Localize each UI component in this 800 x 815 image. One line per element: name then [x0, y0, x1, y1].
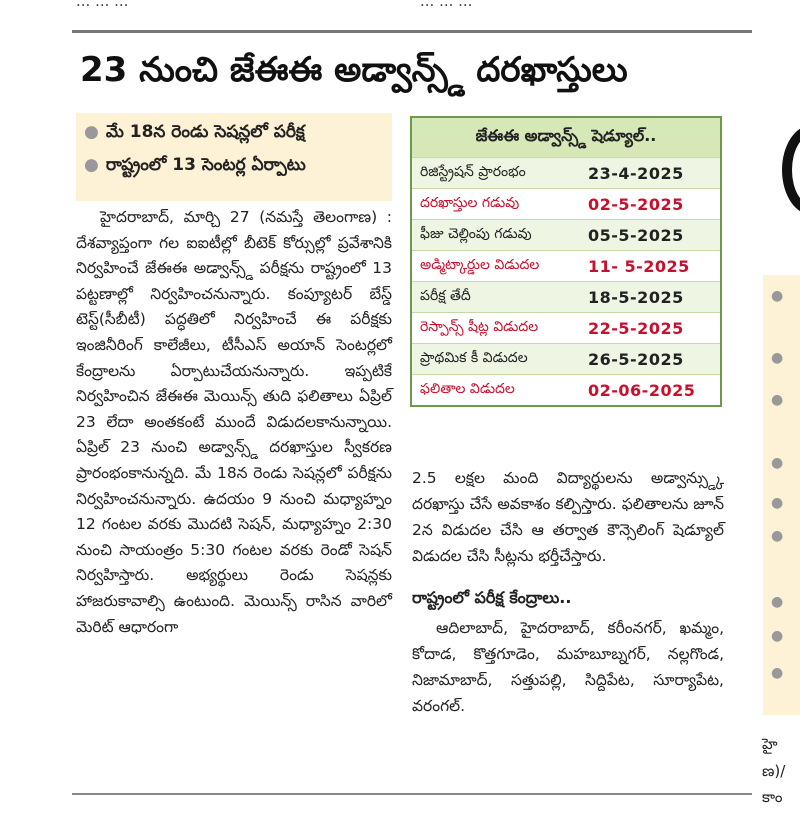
schedule-row — [412, 250, 720, 281]
schedule-label: దరఖాస్తుల గడువు — [420, 194, 520, 211]
adjacent-text-fragment: హై — [762, 735, 778, 753]
article-body-column-2 — [412, 465, 724, 719]
article-headline: 23 నుంచి జేఈఈ అడ్వాన్స్డ్ దరఖాస్తులు — [80, 50, 628, 90]
highlight-item: ● రాష్ట్రంలో 13 సెంటర్ల ఏర్పాటు — [84, 155, 306, 175]
top-rule — [72, 30, 752, 33]
fragment-text: ... ... ... — [420, 0, 473, 10]
bullet-icon: ● — [84, 122, 99, 142]
schedule-label: అడ్మిట్కార్డుల విడుదల — [420, 256, 540, 273]
schedule-date: 02-5-2025 — [588, 194, 684, 214]
schedule-row — [412, 157, 720, 188]
schedule-title: జేఈఈ అడ్వాన్స్డ్ షెడ్యూల్.. — [412, 118, 720, 157]
schedule-date: 22-5-2025 — [588, 318, 684, 338]
bottom-rule — [72, 793, 752, 795]
highlights-box — [76, 113, 392, 201]
bullet-icon: ● — [84, 155, 99, 175]
body-paragraph: హైదరాబాద్, మార్చి 27 (నమస్తే తెలంగాణ) : దేశవ్యాప్తంగా గల ఐఐటీల్లో బీటెక్ కోర్సుల్లో ప్రవేశానికి నిర్వహించే జేఈఈ అడ్వాన్స్డ్ పరీక్షను రాష్ట్రంలో 13 పట్టణాల్లో నిర్వహించనున్నారు. కంప్యూటర్ బేస్డ్ టెస్ట్(సీబీటీ) పద్ధతిలో నిర్వహించే ఈ పరీక్షకు ఇంజినీరింగ్ కాలేజీలు, టీసీఎస్ అయాన్ సెంటర్లలో కేంద్రాలను ఏర్పాటుచేయనున్నారు. ఇప్పటికే నిర్వహించిన జేఈఈ మెయిన్స్ తుది ఫలితాలు ఏప్రిల్ 23 లేదా అంతకంటే ముందే విడుదలకానున్నాయి. ఏప్రిల్ 23 నుంచి అడ్వాన్స్డ్ దరఖాస్తుల స్వీకరణ ప్రారంభంకానున్నది. మే 18న రెండు సెషన్లలో పరీక్షను నిర్వహించనున్నారు. ఉదయం 9 నుంచి మధ్యాహ్నం 12 గంటల వరకు మొదటి సెషన్, మధ్యాహ్నం 2:30 నుంచి సాయంత్రం 5:30 గంటల వరకు రెండో సెషన్ నిర్వహిస్తారు. అభ్యర్థులు రెండు సెషన్లకు హాజరుకావాల్సి ఉంటుంది. మెయిన్స్ రాసిన వారిలో మెరిట్ ఆధారంగా — [76, 208, 392, 636]
schedule-date: 26-5-2025 — [588, 349, 684, 369]
adjacent-text-fragment: కాం — [762, 788, 783, 806]
schedule-label: ఫలితాల విడుదల — [420, 380, 515, 397]
schedule-row — [412, 343, 720, 374]
previous-article-fragment — [0, 0, 800, 14]
schedule-row — [412, 219, 720, 250]
fragment-text: ... ... ... — [76, 0, 129, 10]
schedule-label: రిజిస్ట్రేషన్ ప్రారంభం — [420, 163, 526, 180]
body-paragraph: 2.5 లక్షల మంది విద్యార్థులను అడ్వాన్స్డ్కు దరఖాస్తు చేసే అవకాశం కల్పిస్తారు. ఫలితాలను జూన్ 2న విడుదల చేసి ఆ తర్వాత కౌన్సెలింగ్ షెడ్యూల్ విడుదల చేసి సీట్లను భర్తీచేస్తారు. — [412, 469, 724, 565]
schedule-row — [412, 281, 720, 312]
schedule-table — [410, 116, 722, 407]
schedule-row — [412, 312, 720, 343]
schedule-label: ఫీజు చెల్లింపు గడువు — [420, 225, 532, 242]
schedule-label: పరీక్ష తేదీ — [420, 287, 471, 304]
schedule-row — [412, 188, 720, 219]
schedule-date: 02-06-2025 — [588, 380, 696, 400]
next-article-graphic — [782, 125, 800, 215]
schedule-row — [412, 374, 720, 405]
centers-subheading: రాష్ట్రంలో పరీక్ష కేంద్రాలు.. — [412, 588, 572, 607]
schedule-date: 18-5-2025 — [588, 287, 684, 307]
schedule-label: ప్రాథమిక కీ విడుదల — [420, 349, 528, 366]
schedule-label: రెస్పాన్స్ షీట్ల విడుదల — [420, 318, 539, 335]
schedule-date: 23-4-2025 — [588, 163, 684, 183]
centers-list: ఆదిలాబాద్, హైదరాబాద్, కరీంనగర్, ఖమ్మం, కోదాడ, కొత్తగూడెం, మహబూబ్నగర్, నల్లగొండ, నిజామాబాద్, సత్తుపల్లి, సిద్దిపేట, సూర్యాపేట, వరంగల్. — [412, 619, 724, 715]
schedule-date: 11- 5-2025 — [588, 256, 690, 276]
adjacent-text-fragment: ణ)/ — [762, 762, 786, 780]
highlight-item: ● మే 18న రెండు సెషన్లలో పరీక్ష — [84, 122, 305, 142]
schedule-date: 05-5-2025 — [588, 225, 684, 245]
article-body-column-1 — [76, 205, 392, 640]
